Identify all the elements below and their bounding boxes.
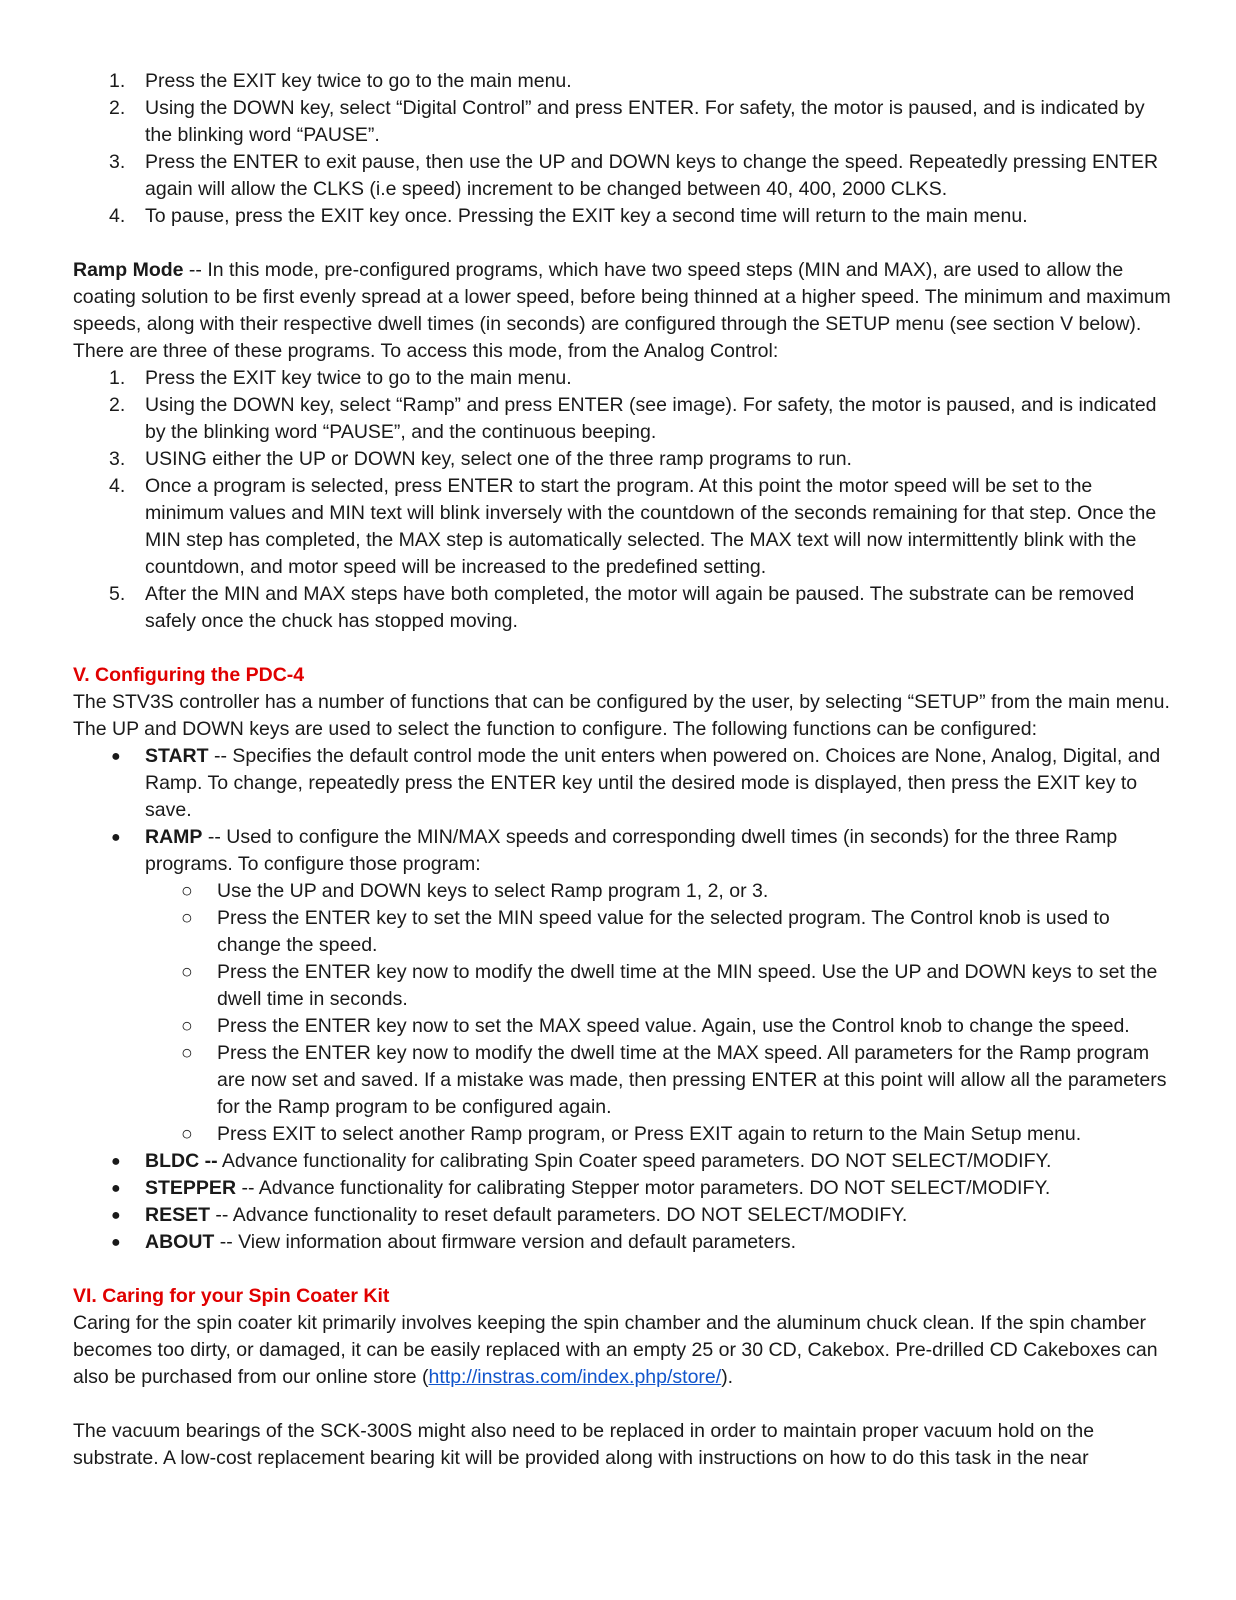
circle-bullet-icon: ○ [181,880,193,902]
caring-text-end: ). [721,1366,734,1388]
item-text: Press EXIT to select another Ramp program, or Press EXIT again to return to the Main Setup menu. [217,1123,1082,1145]
list-item [73,365,1173,392]
item-text: -- Advance functionality to reset default parameters. DO NOT SELECT/MODIFY. [210,1204,908,1226]
item-text: -- Specifies the default control mode the unit enters when powered on. Choices are None, Analog, Digital, and Ramp. To change, repeatedly press the ENTER key until the desired mode is displayed, then press the EXIT key to save. [145,745,1161,821]
item-number: 2. [109,97,126,119]
sub-list-item [73,905,1173,959]
setup-item-ramp [73,824,1173,878]
item-text: Press the ENTER to exit pause, then use the UP and DOWN keys to change the speed. Repeatedly pressing ENTER again will allow the CLKS (i.e speed) increment to be changed between 40, 400, 2000 CLKS. [145,151,1159,200]
item-number: 4. [109,205,126,227]
sub-list-item [73,1040,1173,1121]
bullet-icon: ● [111,748,121,765]
list-item [73,473,1173,581]
item-label: BLDC -- [145,1150,218,1172]
item-label: STEPPER [145,1177,237,1199]
item-text: After the MIN and MAX steps have both completed, the motor will again be paused. The substrate can be removed safely once the chuck has stopped moving. [145,583,1135,632]
caring-paragraph [73,1310,1173,1391]
item-number: 3. [109,151,126,173]
ramp-mode-label: Ramp Mode [73,259,184,281]
item-number: 1. [109,70,126,92]
setup-item-bldc [73,1148,1173,1175]
item-label: RESET [145,1204,211,1226]
sub-list-item [73,1121,1173,1148]
store-link[interactable]: http://instras.com/index.php/store/ [428,1366,722,1388]
setup-item-start [73,743,1173,824]
circle-bullet-icon: ○ [181,1042,193,1064]
item-text: Use the UP and DOWN keys to select Ramp program 1, 2, or 3. [217,880,769,902]
circle-bullet-icon: ○ [181,961,193,983]
item-text: To pause, press the EXIT key once. Pressing the EXIT key a second time will return to the main menu. [145,205,1028,227]
setup-item-about [73,1229,1173,1256]
item-text: -- Advance functionality for calibrating Stepper motor parameters. DO NOT SELECT/MODIFY. [236,1177,1051,1199]
ramp-sub-list [73,878,1173,1148]
list-item [73,95,1173,149]
item-text: Using the DOWN key, select “Digital Control” and press ENTER. For safety, the motor is paused, and is indicated by the blinking word “PAUSE”. [145,97,1145,146]
ramp-mode-steps [73,365,1173,635]
section-heading-configuring: V. Configuring the PDC-4 [73,664,305,686]
caring-text: Caring for the spin coater kit primarily involves keeping the spin chamber and the aluminum chuck clean. If the spin chamber becomes too dirty, or damaged, it can be easily replaced with an empty 25 or 30 CD, Cakebox. Pre-drilled CD Cakeboxes can also be purchased from our online store ( [73,1312,1158,1388]
item-text: Press the ENTER key now to modify the dwell time at the MAX speed. All parameters for the Ramp program are now set and saved. If a mistake was made, then pressing ENTER at this point will allow all the parameters for the Ramp program to be configured again. [217,1042,1167,1118]
item-text: Press the ENTER key now to modify the dwell time at the MIN speed. Use the UP and DOWN keys to set the dwell time in seconds. [217,961,1158,1010]
item-text: USING either the UP or DOWN key, select one of the three ramp programs to run. [145,448,852,470]
list-item [73,68,1173,95]
item-number: 5. [109,583,126,605]
bearings-paragraph: The vacuum bearings of the SCK-300S might also need to be replaced in order to maintain proper vacuum hold on the substrate. A low-cost replacement bearing kit will be provided along with instructions on how to do this task in the near [73,1420,1095,1469]
item-text: -- View information about firmware version and default parameters. [214,1231,796,1253]
item-label: START [145,745,209,767]
setup-item-stepper [73,1175,1173,1202]
circle-bullet-icon: ○ [181,1123,193,1145]
sub-list-item [73,1013,1173,1040]
bullet-icon: ● [111,1153,121,1170]
digital-control-steps [73,68,1173,230]
list-item [73,446,1173,473]
item-text: -- Used to configure the MIN/MAX speeds and corresponding dwell times (in seconds) for the three Ramp programs. To configure those program: [145,826,1118,875]
item-number: 3. [109,448,126,470]
sub-list-item [73,878,1173,905]
bullet-icon: ● [111,1234,121,1251]
ramp-mode-paragraph [73,257,1173,365]
bullet-icon: ● [111,1180,121,1197]
ramp-mode-text: -- In this mode, pre-configured programs, which have two speed steps (MIN and MAX), are used to allow the coating solution to be first evenly spread at a lower speed, before being thinned at a higher speed. The minimum and maximum speeds, along with their respective dwell times (in seconds) are configured through the SETUP menu (see section V below). There are three of these programs. To access this mode, from the Analog Control: [73,259,1171,362]
item-number: 1. [109,367,126,389]
list-item [73,581,1173,635]
sub-list-item [73,959,1173,1013]
section-heading-caring: VI. Caring for your Spin Coater Kit [73,1285,390,1307]
document-page [73,68,1173,1472]
setup-function-list-continued [73,1148,1173,1256]
item-text: Press the EXIT key twice to go to the main menu. [145,70,572,92]
setup-function-list [73,743,1173,878]
item-number: 2. [109,394,126,416]
bullet-icon: ● [111,829,121,846]
setup-item-reset [73,1202,1173,1229]
item-text: Using the DOWN key, select “Ramp” and press ENTER (see image). For safety, the motor is paused, and is indicated by the blinking word “PAUSE”, and the continuous beeping. [145,394,1157,443]
list-item [73,149,1173,203]
item-text: Once a program is selected, press ENTER to start the program. At this point the motor speed will be set to the minimum values and MIN text will blink inversely with the countdown of the seconds remaining for that step. Once the MIN step has completed, the MAX step is automatically selected. The MAX text will now intermittently blink with the countdown, and motor speed will be increased to the predefined setting. [145,475,1157,578]
circle-bullet-icon: ○ [181,1015,193,1037]
list-item [73,203,1173,230]
circle-bullet-icon: ○ [181,907,193,929]
item-text: Advance functionality for calibrating Spin Coater speed parameters. DO NOT SELECT/MODIFY. [217,1150,1052,1172]
item-text: Press the EXIT key twice to go to the main menu. [145,367,572,389]
item-number: 4. [109,475,126,497]
bullet-icon: ● [111,1207,121,1224]
list-item [73,392,1173,446]
item-text: Press the ENTER key now to set the MAX speed value. Again, use the Control knob to change the speed. [217,1015,1130,1037]
item-label: RAMP [145,826,203,848]
section-intro: The STV3S controller has a number of functions that can be configured by the user, by selecting “SETUP” from the main menu. The UP and DOWN keys are used to select the function to configure. The following functions can be configured: [73,691,1170,740]
item-text: Press the ENTER key to set the MIN speed value for the selected program. The Control knob is used to change the speed. [217,907,1110,956]
item-label: ABOUT [145,1231,215,1253]
